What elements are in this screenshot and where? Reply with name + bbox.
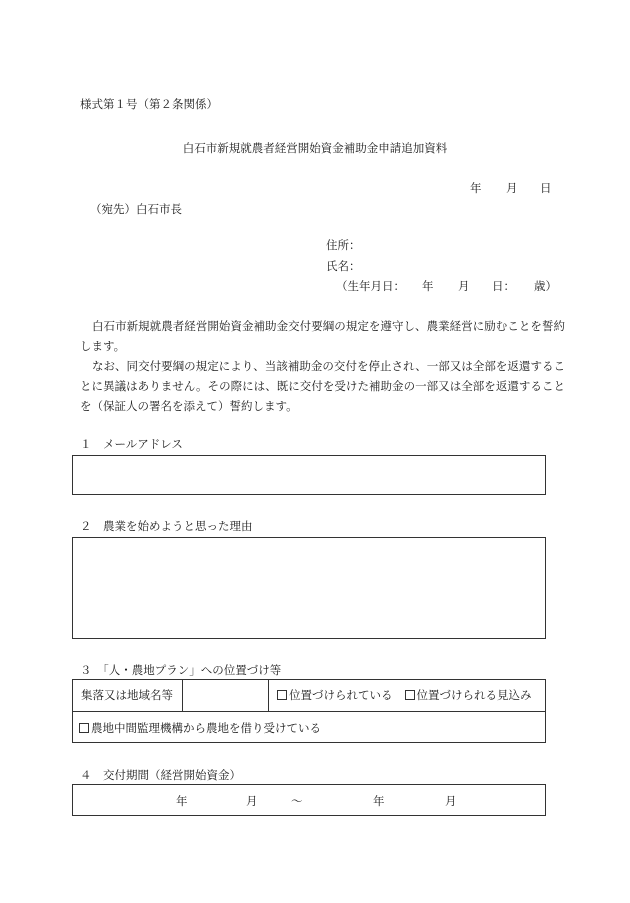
birth-day: 日： bbox=[492, 279, 515, 293]
period-start-month: 月 bbox=[246, 794, 258, 808]
period-start-year: 年 bbox=[176, 794, 188, 808]
lease-row bbox=[73, 712, 545, 742]
lease-label: 農地中間監理機構から農地を借り受けている bbox=[91, 721, 321, 735]
period-tilde: ～ bbox=[291, 794, 303, 808]
email-heading: １ メールアドレス bbox=[80, 437, 183, 451]
checkbox-icon[interactable] bbox=[405, 690, 415, 700]
reason-box[interactable] bbox=[72, 537, 546, 639]
pledge-paragraph: 白石市新規就農者経営開始資金補助金交付要綱の規定を遵守し、農業経営に励むことを誓約します。 bbox=[80, 319, 565, 353]
checkbox-icon[interactable] bbox=[277, 690, 287, 700]
addressee: （宛先）白石市長 bbox=[90, 202, 182, 216]
birth-prefix: （生年月日： bbox=[336, 279, 405, 293]
position-status-cell bbox=[269, 680, 545, 712]
date-month: 月 bbox=[506, 181, 518, 195]
date-day: 日 bbox=[540, 181, 552, 195]
date-year: 年 bbox=[470, 181, 482, 195]
plan-heading: ３ 「人・農地プラン」への位置づけ等 bbox=[80, 663, 282, 677]
expected-option[interactable] bbox=[405, 688, 532, 702]
birth-age: 歳） bbox=[534, 279, 557, 293]
period-end-year: 年 bbox=[373, 794, 385, 808]
period-end-month: 月 bbox=[445, 794, 457, 808]
area-label-cell bbox=[73, 680, 183, 712]
lease-option[interactable] bbox=[79, 721, 321, 735]
form-number: 様式第１号（第２条関係） bbox=[80, 97, 218, 111]
waiver-paragraph: なお、同交付要綱の規定により、当該補助金の交付を停止され、一部又は全部を返還することに異議はありません。その際には、既に交付を受けた補助金の一部又は全部を返還することを（保証人の署名を添えて）誓約します。 bbox=[80, 359, 565, 413]
period-box[interactable] bbox=[72, 784, 546, 816]
period-heading: ４ 交付期間（経営開始資金） bbox=[80, 768, 241, 782]
name-label: 氏名： bbox=[326, 259, 361, 273]
area-value-cell[interactable] bbox=[183, 680, 269, 712]
checkbox-icon[interactable] bbox=[79, 723, 89, 733]
positioned-label: 位置づけられている bbox=[289, 688, 393, 702]
area-label: 集落又は地域名等 bbox=[81, 688, 173, 702]
document-title: 白石市新規就農者経営開始資金補助金申請追加資料 bbox=[182, 141, 448, 155]
birth-year: 年 bbox=[422, 279, 434, 293]
expected-label: 位置づけられる見込み bbox=[416, 688, 532, 702]
positioned-option[interactable] bbox=[277, 688, 393, 702]
reason-heading: ２ 農業を始めようと思った理由 bbox=[80, 519, 253, 533]
birth-month: 月 bbox=[458, 279, 470, 293]
plan-table bbox=[72, 679, 546, 743]
address-label: 住所： bbox=[326, 238, 361, 252]
email-box[interactable] bbox=[72, 455, 546, 495]
